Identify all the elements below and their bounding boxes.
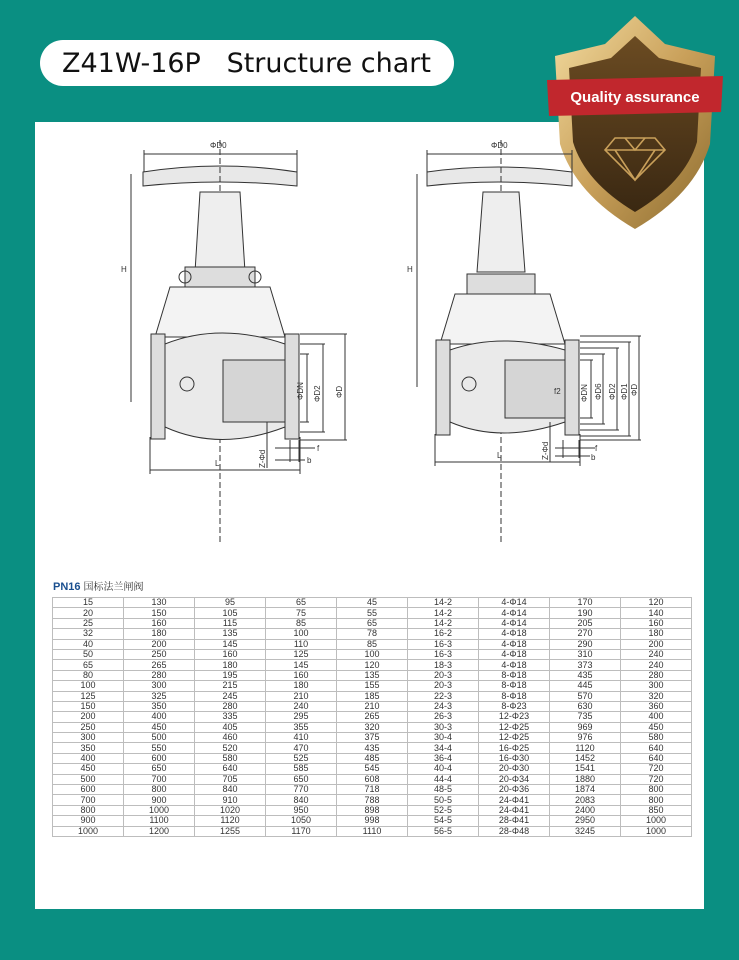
table-cell: 150 — [124, 608, 195, 618]
table-cell: 435 — [337, 743, 408, 753]
left-label-h: H — [121, 265, 127, 274]
table-cell: 200 — [621, 639, 692, 649]
table-cell: 12-Φ25 — [479, 722, 550, 732]
table-cell: 4-Φ18 — [479, 629, 550, 639]
table-cell: 320 — [621, 691, 692, 701]
right-label-l: L — [497, 451, 502, 460]
table-cell: 240 — [621, 660, 692, 670]
table-title-code: PN16 — [53, 581, 81, 593]
table-cell: 14-2 — [408, 608, 479, 618]
table-cell: 350 — [53, 743, 124, 753]
table-cell: 20-Φ34 — [479, 774, 550, 784]
table-cell: 4-Φ18 — [479, 649, 550, 659]
table-row — [53, 774, 692, 784]
table-cell: 520 — [195, 743, 266, 753]
table-cell: 50 — [53, 649, 124, 659]
table-cell: 350 — [124, 701, 195, 711]
table-cell: 12-Φ23 — [479, 712, 550, 722]
table-cell: 40 — [53, 639, 124, 649]
spec-table — [52, 597, 692, 837]
table-cell: 120 — [337, 660, 408, 670]
table-cell: 310 — [550, 649, 621, 659]
table-cell: 950 — [266, 805, 337, 815]
table-cell: 400 — [124, 712, 195, 722]
table-cell: 250 — [53, 722, 124, 732]
table-cell: 80 — [53, 670, 124, 680]
table-cell: 4-Φ14 — [479, 598, 550, 608]
table-cell: 550 — [124, 743, 195, 753]
table-cell: 36-4 — [408, 753, 479, 763]
table-cell: 373 — [550, 660, 621, 670]
table-cell: 800 — [621, 795, 692, 805]
table-cell: 1000 — [621, 816, 692, 826]
table-cell: 720 — [621, 764, 692, 774]
table-cell: 20-Φ36 — [479, 785, 550, 795]
right-label-f: f — [595, 444, 598, 453]
table-cell: 34-4 — [408, 743, 479, 753]
table-cell: 65 — [266, 598, 337, 608]
table-cell: 125 — [53, 691, 124, 701]
table-cell: 100 — [266, 629, 337, 639]
table-cell: 30-4 — [408, 733, 479, 743]
table-cell: 200 — [124, 639, 195, 649]
right-label-d: ΦD — [630, 383, 639, 396]
table-cell: 20-3 — [408, 681, 479, 691]
table-cell: 976 — [550, 733, 621, 743]
table-cell: 320 — [337, 722, 408, 732]
table-cell: 2400 — [550, 805, 621, 815]
table-cell: 24-Φ41 — [479, 805, 550, 815]
right-label-d1: ΦD1 — [620, 383, 629, 400]
table-cell: 160 — [124, 618, 195, 628]
table-cell: 205 — [550, 618, 621, 628]
table-row — [53, 733, 692, 743]
table-row — [53, 598, 692, 608]
table-cell: 640 — [621, 743, 692, 753]
table-row — [53, 649, 692, 659]
table-cell: 14-2 — [408, 598, 479, 608]
table-cell: 640 — [621, 753, 692, 763]
table-cell: 800 — [124, 785, 195, 795]
table-cell: 160 — [621, 618, 692, 628]
table-cell: 460 — [195, 733, 266, 743]
table-cell: 240 — [266, 701, 337, 711]
table-row — [53, 722, 692, 732]
table-cell: 30-3 — [408, 722, 479, 732]
table-cell: 28-Φ41 — [479, 816, 550, 826]
table-cell: 450 — [124, 722, 195, 732]
table-cell: 135 — [337, 670, 408, 680]
table-cell: 360 — [621, 701, 692, 711]
table-cell: 1050 — [266, 816, 337, 826]
table-cell: 180 — [266, 681, 337, 691]
table-cell: 355 — [266, 722, 337, 732]
table-cell: 150 — [53, 701, 124, 711]
table-cell: 40-4 — [408, 764, 479, 774]
table-cell: 1100 — [124, 816, 195, 826]
left-label-l: L — [215, 459, 220, 468]
table-cell: 180 — [124, 629, 195, 639]
table-row — [53, 764, 692, 774]
right-valve-drawing — [417, 140, 641, 542]
table-cell: 130 — [124, 598, 195, 608]
valve-drawings — [35, 122, 704, 572]
table-cell: 195 — [195, 670, 266, 680]
page-title: Z41W-16P Structure chart — [62, 47, 431, 79]
table-cell: 450 — [53, 764, 124, 774]
right-label-h: H — [407, 265, 413, 274]
right-label-d2: ΦD2 — [608, 383, 617, 400]
table-cell: 210 — [337, 701, 408, 711]
table-cell: 3245 — [550, 826, 621, 836]
table-cell: 16-3 — [408, 639, 479, 649]
table-cell: 22-3 — [408, 691, 479, 701]
table-cell: 705 — [195, 774, 266, 784]
table-cell: 4-Φ18 — [479, 639, 550, 649]
table-cell: 8-Φ18 — [479, 691, 550, 701]
table-cell: 8-Φ18 — [479, 670, 550, 680]
table-cell: 110 — [266, 639, 337, 649]
table-cell: 20-3 — [408, 670, 479, 680]
table-title — [53, 578, 144, 593]
table-row — [53, 712, 692, 722]
table-cell: 400 — [53, 753, 124, 763]
table-cell: 335 — [195, 712, 266, 722]
table-cell: 450 — [621, 722, 692, 732]
table-cell: 140 — [621, 608, 692, 618]
table-row — [53, 660, 692, 670]
table-cell: 125 — [266, 649, 337, 659]
table-cell: 718 — [337, 785, 408, 795]
table-cell: 170 — [550, 598, 621, 608]
table-cell: 900 — [124, 795, 195, 805]
table-cell: 1200 — [124, 826, 195, 836]
left-label-d: ΦD — [335, 385, 344, 398]
table-cell: 640 — [195, 764, 266, 774]
table-cell: 280 — [621, 670, 692, 680]
table-cell: 500 — [53, 774, 124, 784]
table-cell: 14-2 — [408, 618, 479, 628]
right-label-f2: f2 — [554, 387, 561, 396]
table-cell: 485 — [337, 753, 408, 763]
table-cell: 295 — [266, 712, 337, 722]
left-valve-drawing — [131, 140, 347, 542]
table-cell: 735 — [550, 712, 621, 722]
table-cell: 65 — [53, 660, 124, 670]
table-cell: 20 — [53, 608, 124, 618]
table-cell: 100 — [53, 681, 124, 691]
table-cell: 1120 — [550, 743, 621, 753]
table-cell: 85 — [266, 618, 337, 628]
table-cell: 105 — [195, 608, 266, 618]
table-cell: 700 — [124, 774, 195, 784]
left-label-d0: ΦD0 — [210, 141, 227, 150]
table-cell: 910 — [195, 795, 266, 805]
table-cell: 250 — [124, 649, 195, 659]
table-cell: 400 — [621, 712, 692, 722]
left-label-b: b — [307, 456, 312, 465]
right-label-dn: ΦDN — [580, 384, 589, 402]
right-label-b: b — [591, 453, 596, 462]
table-cell: 75 — [266, 608, 337, 618]
table-cell: 969 — [550, 722, 621, 732]
table-cell: 4-Φ14 — [479, 618, 550, 628]
table-cell: 580 — [621, 733, 692, 743]
table-cell: 998 — [337, 816, 408, 826]
table-cell: 185 — [337, 691, 408, 701]
table-cell: 585 — [266, 764, 337, 774]
table-cell: 78 — [337, 629, 408, 639]
table-cell: 1110 — [337, 826, 408, 836]
table-cell: 190 — [550, 608, 621, 618]
table-cell: 12-Φ25 — [479, 733, 550, 743]
table-cell: 1452 — [550, 753, 621, 763]
table-cell: 898 — [337, 805, 408, 815]
table-row — [53, 816, 692, 826]
table-row — [53, 753, 692, 763]
table-cell: 85 — [337, 639, 408, 649]
left-label-zd: Z-Φd — [258, 449, 267, 468]
table-cell: 180 — [195, 660, 266, 670]
table-cell: 65 — [337, 618, 408, 628]
table-cell: 1000 — [124, 805, 195, 815]
table-cell: 1874 — [550, 785, 621, 795]
table-row — [53, 691, 692, 701]
right-label-d6: ΦD6 — [594, 383, 603, 400]
table-cell: 18-3 — [408, 660, 479, 670]
table-cell: 55 — [337, 608, 408, 618]
table-cell: 54-5 — [408, 816, 479, 826]
table-cell: 24-3 — [408, 701, 479, 711]
table-cell: 1541 — [550, 764, 621, 774]
table-cell: 445 — [550, 681, 621, 691]
table-cell: 2950 — [550, 816, 621, 826]
table-cell: 840 — [195, 785, 266, 795]
table-cell: 135 — [195, 629, 266, 639]
table-cell: 155 — [337, 681, 408, 691]
table-cell: 1020 — [195, 805, 266, 815]
table-cell: 600 — [124, 753, 195, 763]
table-cell: 245 — [195, 691, 266, 701]
table-cell: 800 — [53, 805, 124, 815]
table-cell: 24-Φ41 — [479, 795, 550, 805]
table-cell: 700 — [53, 795, 124, 805]
table-cell: 300 — [621, 681, 692, 691]
table-cell: 375 — [337, 733, 408, 743]
table-cell: 840 — [266, 795, 337, 805]
table-cell: 45 — [337, 598, 408, 608]
table-cell: 280 — [195, 701, 266, 711]
table-cell: 1000 — [621, 826, 692, 836]
table-cell: 20-Φ30 — [479, 764, 550, 774]
table-cell: 95 — [195, 598, 266, 608]
table-cell: 500 — [124, 733, 195, 743]
table-cell: 215 — [195, 681, 266, 691]
table-cell: 32 — [53, 629, 124, 639]
table-cell: 850 — [621, 805, 692, 815]
table-cell: 115 — [195, 618, 266, 628]
table-cell: 410 — [266, 733, 337, 743]
table-row — [53, 618, 692, 628]
table-cell: 325 — [124, 691, 195, 701]
table-row — [53, 785, 692, 795]
table-cell: 1880 — [550, 774, 621, 784]
table-cell: 16-Φ30 — [479, 753, 550, 763]
table-cell: 145 — [195, 639, 266, 649]
table-cell: 16-3 — [408, 649, 479, 659]
table-row — [53, 805, 692, 815]
table-cell: 4-Φ18 — [479, 660, 550, 670]
table-cell: 15 — [53, 598, 124, 608]
table-row — [53, 639, 692, 649]
table-cell: 1000 — [53, 826, 124, 836]
table-cell: 210 — [266, 691, 337, 701]
table-row — [53, 795, 692, 805]
table-cell: 25 — [53, 618, 124, 628]
table-cell: 800 — [621, 785, 692, 795]
table-cell: 608 — [337, 774, 408, 784]
table-cell: 580 — [195, 753, 266, 763]
table-cell: 290 — [550, 639, 621, 649]
table-cell: 1170 — [266, 826, 337, 836]
table-cell: 280 — [124, 670, 195, 680]
table-cell: 770 — [266, 785, 337, 795]
table-row — [53, 629, 692, 639]
table-cell: 180 — [621, 629, 692, 639]
table-cell: 265 — [124, 660, 195, 670]
table-cell: 545 — [337, 764, 408, 774]
table-cell: 650 — [124, 764, 195, 774]
left-label-d2: ΦD2 — [313, 385, 322, 402]
table-cell: 16-Φ25 — [479, 743, 550, 753]
left-label-dn: ΦDN — [296, 382, 305, 400]
right-label-d0: ΦD0 — [491, 141, 508, 150]
table-cell: 16-2 — [408, 629, 479, 639]
table-cell: 240 — [621, 649, 692, 659]
table-cell: 405 — [195, 722, 266, 732]
table-cell: 525 — [266, 753, 337, 763]
table-cell: 145 — [266, 660, 337, 670]
table-row — [53, 670, 692, 680]
table-row — [53, 826, 692, 836]
table-cell: 720 — [621, 774, 692, 784]
table-cell: 44-4 — [408, 774, 479, 784]
table-cell: 160 — [266, 670, 337, 680]
table-cell: 200 — [53, 712, 124, 722]
table-cell: 300 — [124, 681, 195, 691]
table-cell: 2083 — [550, 795, 621, 805]
table-cell: 8-Φ23 — [479, 701, 550, 711]
table-cell: 100 — [337, 649, 408, 659]
table-cell: 56-5 — [408, 826, 479, 836]
table-cell: 300 — [53, 733, 124, 743]
table-cell: 26-3 — [408, 712, 479, 722]
table-cell: 50-5 — [408, 795, 479, 805]
badge-label: Quality assurance — [570, 89, 700, 106]
table-row — [53, 743, 692, 753]
right-label-zd: Z-Φd — [541, 441, 550, 460]
table-cell: 52-5 — [408, 805, 479, 815]
table-cell: 120 — [621, 598, 692, 608]
table-cell: 600 — [53, 785, 124, 795]
table-cell: 270 — [550, 629, 621, 639]
table-row — [53, 681, 692, 691]
table-cell: 4-Φ14 — [479, 608, 550, 618]
table-cell: 48-5 — [408, 785, 479, 795]
table-row — [53, 608, 692, 618]
table-cell: 788 — [337, 795, 408, 805]
table-cell: 1120 — [195, 816, 266, 826]
table-cell: 570 — [550, 691, 621, 701]
table-cell: 900 — [53, 816, 124, 826]
table-cell: 650 — [266, 774, 337, 784]
table-cell: 160 — [195, 649, 266, 659]
table-cell: 8-Φ18 — [479, 681, 550, 691]
table-cell: 28-Φ48 — [479, 826, 550, 836]
title-pill — [40, 40, 454, 86]
table-title-cn: 国标法兰闸阀 — [83, 582, 144, 593]
table-row — [53, 701, 692, 711]
table-cell: 630 — [550, 701, 621, 711]
table-cell: 265 — [337, 712, 408, 722]
table-cell: 435 — [550, 670, 621, 680]
table-cell: 470 — [266, 743, 337, 753]
table-cell: 1255 — [195, 826, 266, 836]
left-label-f: f — [317, 444, 320, 453]
